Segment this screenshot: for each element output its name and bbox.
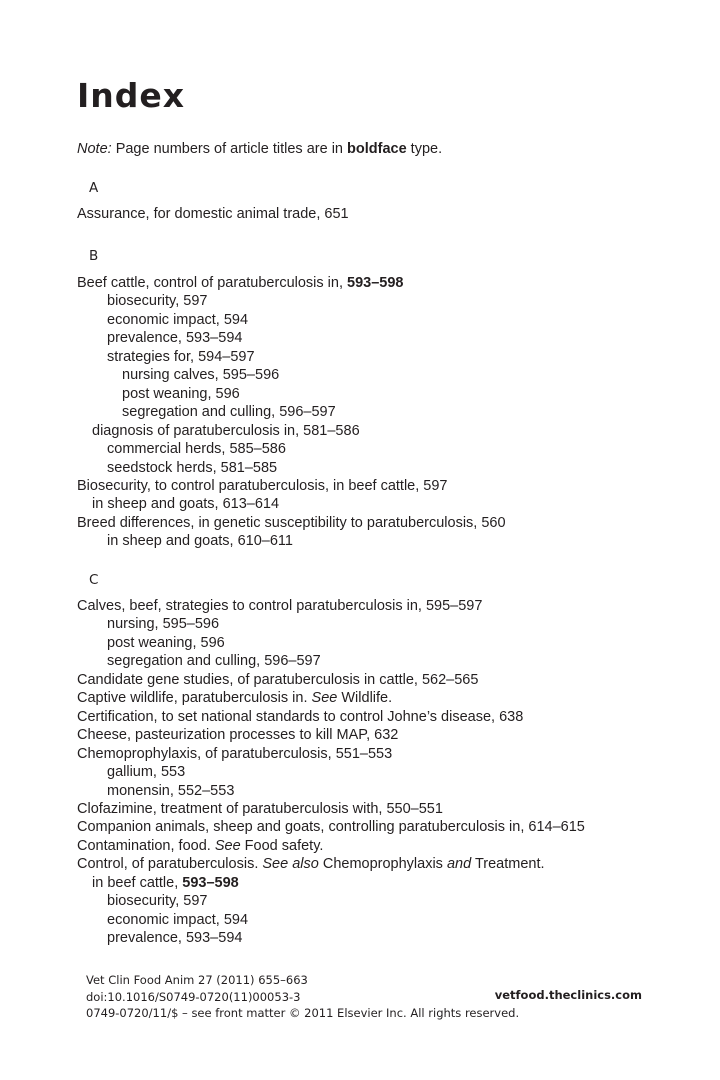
index-subentry [77,422,506,440]
entry-text: in beef cattle, [92,874,183,891]
index-subentry [77,459,506,477]
entry-text: seedstock herds, 581–585 [107,459,278,476]
index-entries-b [77,274,506,551]
entry-text: segregation and culling, 596–597 [107,653,321,670]
cross-reference-italic: See also [262,856,319,873]
entry-text: Wildlife. [337,690,393,707]
footer-website: vetfood.theclinics.com [494,988,642,1002]
entry-text: economic impact, 594 [107,311,249,328]
entry-text: diagnosis of paratuberculosis in, 581–586 [92,422,360,439]
cross-reference-italic: and [446,856,472,873]
index-entry [77,477,506,495]
entry-text: Treatment. [471,856,545,873]
entry-text: Calves, beef, strategies to control paratuberculosis in, 595–597 [77,598,483,614]
footer-journal-citation: Vet Clin Food Anim 27 (2011) 655–663 [86,973,308,987]
entry-text: nursing calves, 595–596 [122,367,280,384]
index-entry [77,689,585,707]
entry-text: commercial herds, 585–586 [107,441,286,458]
page-range-bold: 593–598 [182,874,239,891]
entry-text: Companion animals, sheep and goats, controlling paratuberculosis in, 614–615 [77,819,585,836]
index-entry [77,726,585,744]
entry-text: Control, of paratuberculosis. [77,856,263,873]
note-text-after: type. [406,141,443,157]
index-entry [77,708,585,726]
entry-text: monensin, 552–553 [107,782,235,799]
index-entry [77,800,585,818]
entry-text: Captive wildlife, paratuberculosis in. [77,690,312,707]
entry-text: Chemoprophylaxis [318,856,447,873]
index-subentry [77,929,585,947]
index-entry [77,855,585,873]
note-bold-word: boldface [347,141,407,157]
entry-text: prevalence, 593–594 [107,330,243,347]
index-subentry [77,615,585,633]
note-lead: Note: [77,141,112,157]
entry-text: nursing, 595–596 [107,616,220,633]
entry-text: economic impact, 594 [107,911,249,928]
cross-reference-italic: See [311,690,338,707]
entry-text: Assurance, for domestic animal trade, 651 [77,206,349,222]
entry-text: gallium, 553 [107,764,186,781]
index-subentry [77,440,506,458]
index-entry [77,818,585,836]
index-subentry [77,911,585,929]
index-subentry [77,634,585,652]
footer-doi: doi:10.1016/S0749-0720(11)00053-3 [86,989,301,1004]
entry-text: strategies for, 594–597 [107,348,255,365]
section-letter-a: A [89,180,99,196]
entry-text: Chemoprophylaxis, of paratuberculosis, 551–553 [77,745,393,762]
entry-text: prevalence, 593–594 [107,930,243,947]
section-letter-b: B [89,248,99,264]
entry-text: Cheese, pasteurization processes to kill MAP, 632 [77,727,399,744]
entry-text: segregation and culling, 596–597 [122,404,336,421]
index-entry [77,597,585,615]
index-entry [77,205,349,223]
note-text-before: Page numbers of article titles are in [111,141,348,157]
index-subentry [77,892,585,910]
entry-text: Contamination, food. [77,837,215,854]
index-entry [77,745,585,763]
entry-text: in sheep and goats, 613–614 [92,496,280,513]
entry-text: Food safety. [240,837,324,854]
index-subentry [77,495,506,513]
entry-text: Certification, to set national standards to control Johne’s disease, 638 [77,708,524,725]
entry-text: in sheep and goats, 610–611 [107,533,293,550]
index-subentry [77,403,506,421]
index-subentry [77,292,506,310]
index-entry [77,671,585,689]
entry-text: biosecurity, 597 [107,293,208,310]
index-subentry [77,532,506,550]
page-title: Index [77,76,186,115]
page-range-bold: 593–598 [347,275,404,291]
entry-text: biosecurity, 597 [107,893,208,910]
index-subentry [77,874,585,892]
index-entries-c [77,597,585,948]
index-note [77,140,442,158]
index-subentry [77,782,585,800]
entry-text: post weaning, 596 [122,385,240,402]
index-entry [77,837,585,855]
index-subentry [77,385,506,403]
index-entry [77,274,506,292]
index-subentry [77,763,585,781]
entry-text: post weaning, 596 [107,634,225,651]
entry-text: Clofazimine, treatment of paratuberculosis with, 550–551 [77,800,443,817]
entry-text: Candidate gene studies, of paratuberculosis in cattle, 562–565 [77,671,479,688]
section-letter-c: C [89,572,99,588]
index-subentry [77,366,506,384]
index-entry [77,514,506,532]
footer-copyright: 0749-0720/11/$ – see front matter © 2011 Elsevier Inc. All rights reserved. [86,1006,520,1020]
index-subentry [77,311,506,329]
index-subentry [77,329,506,347]
entry-text: Beef cattle, control of paratuberculosis in, [77,275,348,291]
entry-text: Breed differences, in genetic susceptibility to paratuberculosis, 560 [77,514,506,531]
index-subentry [77,348,506,366]
index-entries-a [77,205,349,223]
entry-text: Biosecurity, to control paratuberculosis, in beef cattle, 597 [77,477,448,494]
cross-reference-italic: See [214,837,241,854]
index-subentry [77,652,585,670]
